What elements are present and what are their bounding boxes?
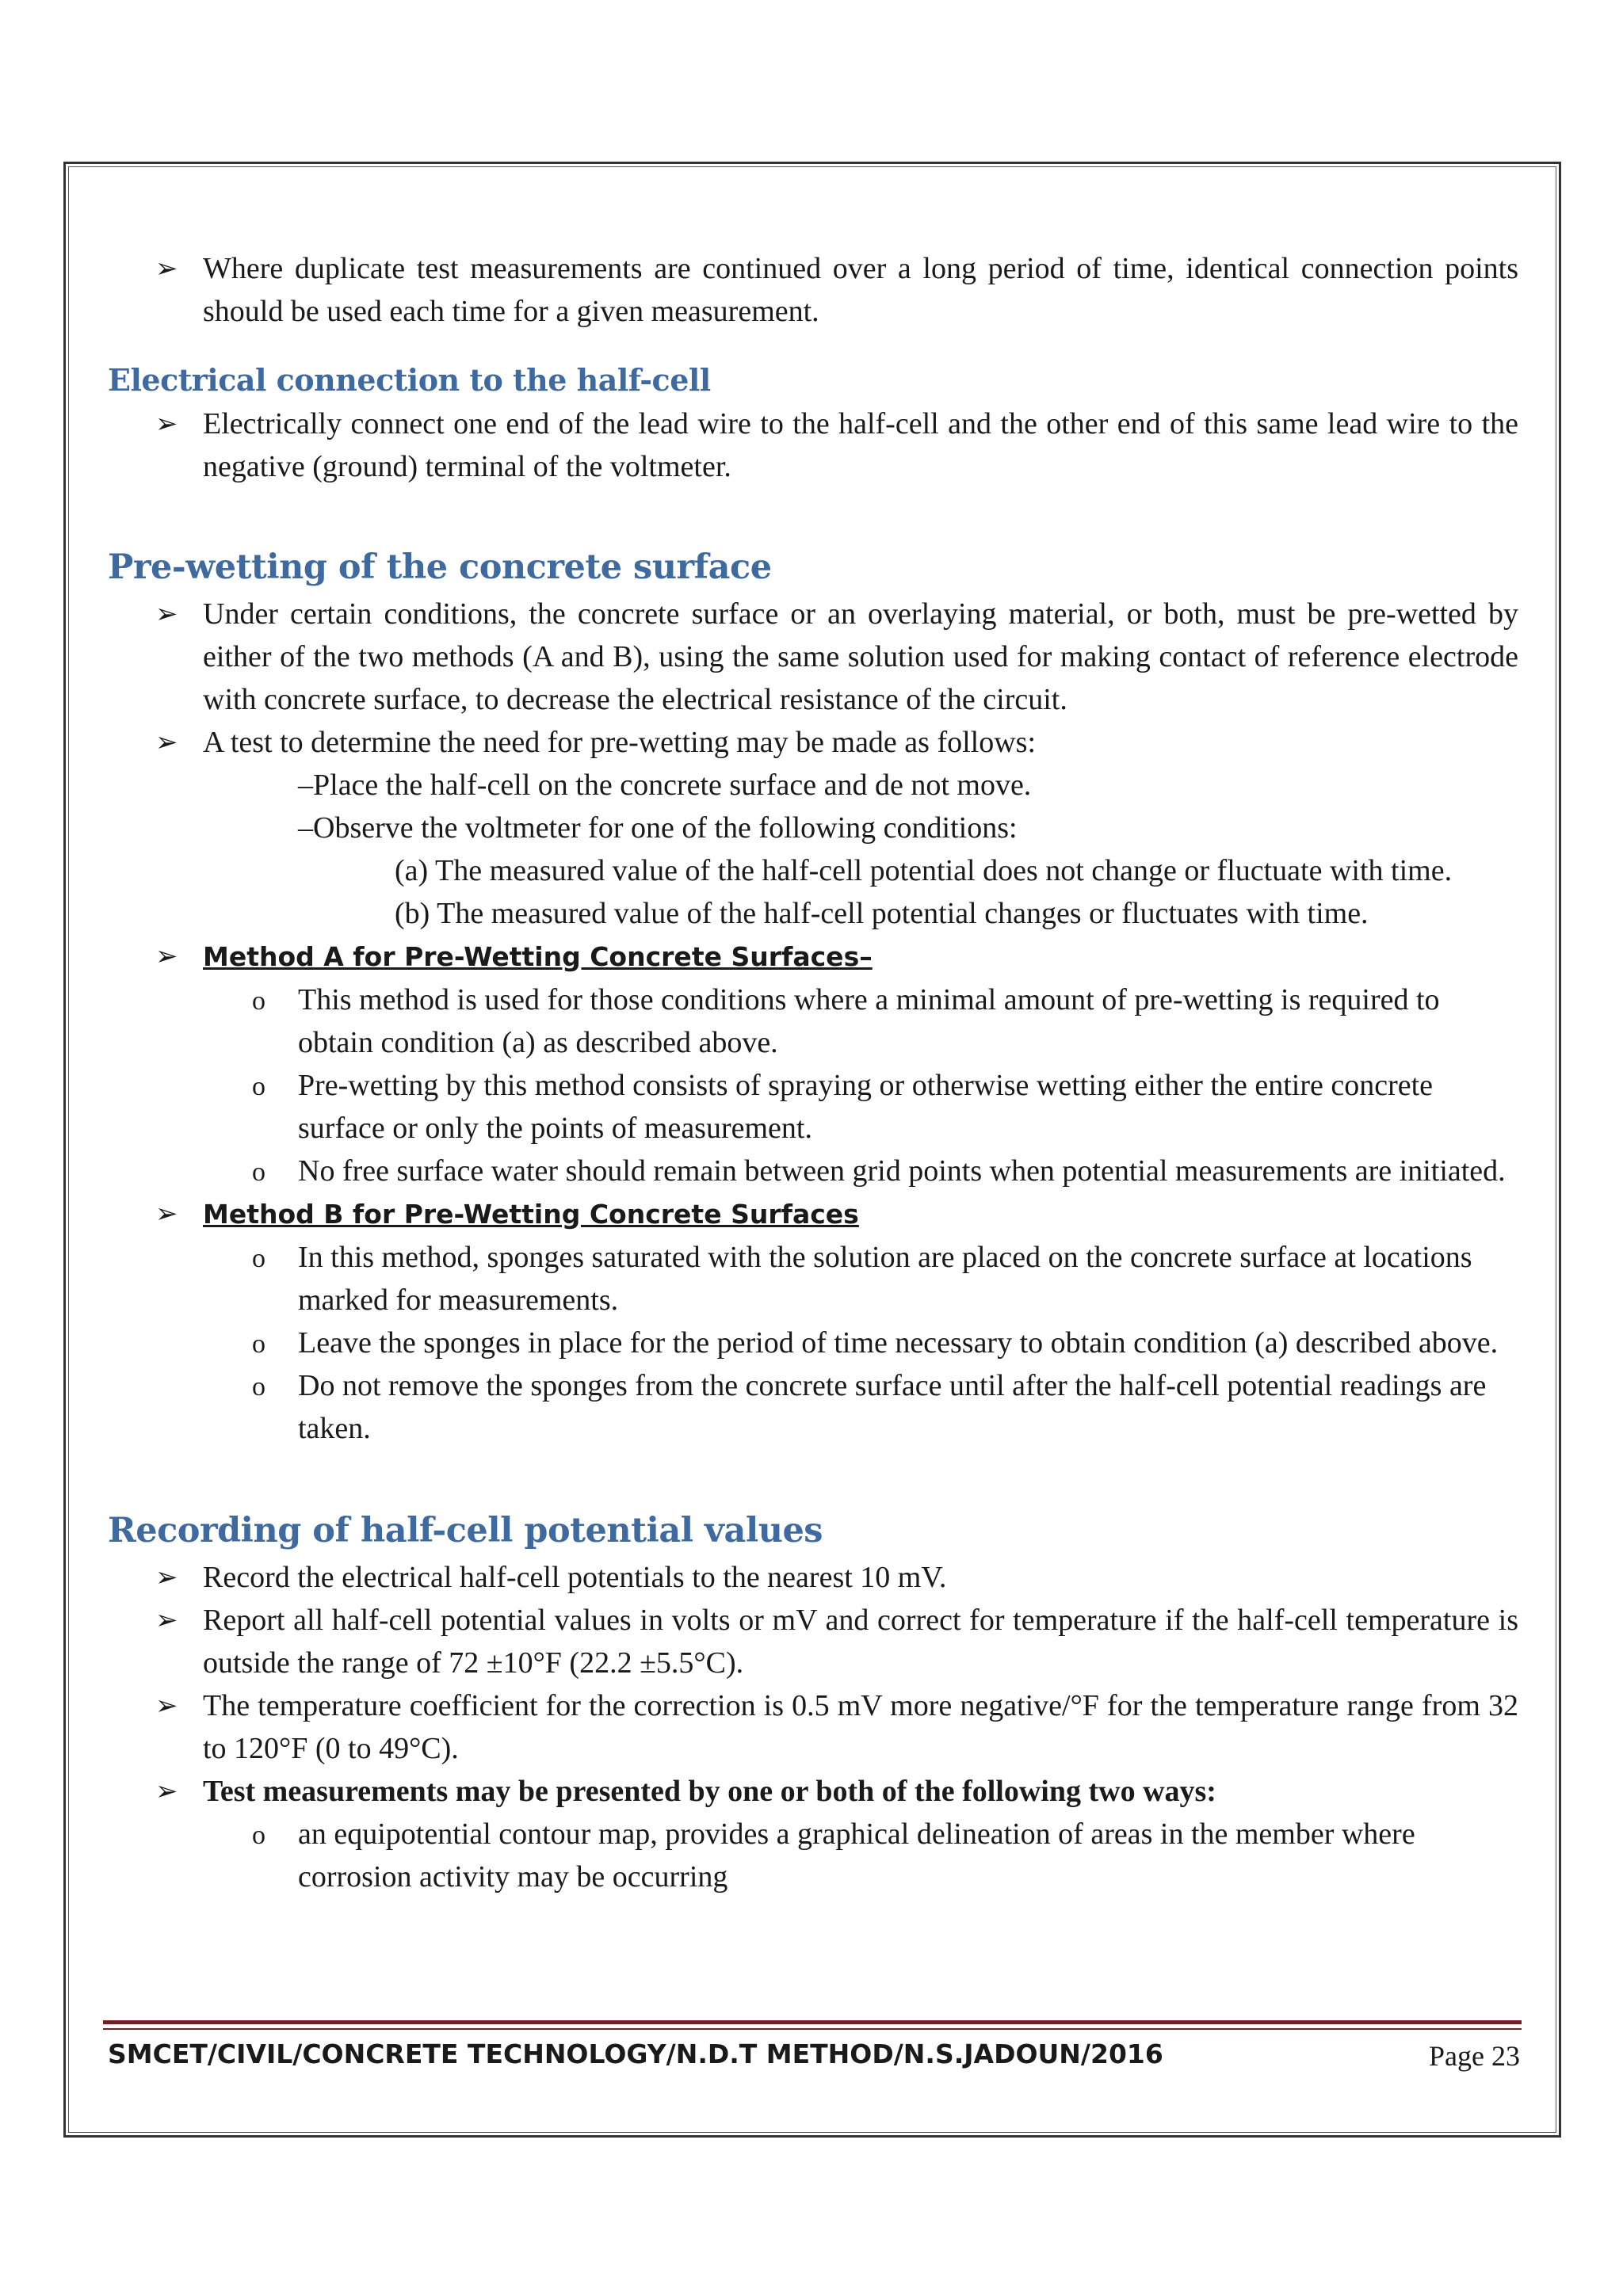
footer-divider-thin	[103, 2028, 1522, 2030]
condition-b: (b) The measured value of the half-cell potential changes or fluctuates with time.	[395, 897, 1369, 930]
arrow-bullet-icon: ➢	[155, 1690, 178, 1722]
list-item: o Do not remove the sponges from the concrete surface until after the half-cell potential readings are taken.	[108, 1364, 1518, 1450]
circle-bullet-icon: o	[252, 1244, 265, 1273]
list-item: o This method is used for those conditions where a minimal amount of pre-wetting is required to obtain condition (a) as described above.	[108, 978, 1518, 1064]
bullet-duplicate-measurements: ➢ Where duplicate test measurements are continued over a long period of time, identical connection points should be used each time for a given measurement.	[108, 247, 1518, 333]
list-item: o Leave the sponges in place for the period of time necessary to obtain condition (a) described above.	[108, 1322, 1518, 1364]
list-item: o No free surface water should remain between grid points when potential measurements are initiated.	[108, 1150, 1518, 1192]
arrow-bullet-icon: ➢	[155, 1775, 178, 1807]
arrow-bullet-icon: ➢	[155, 1604, 178, 1636]
heading-electrical-connection: Electrical connection to the half-cell	[108, 362, 711, 398]
condition-a: (a) The measured value of the half-cell potential does not change or fluctuate with time.	[395, 854, 1453, 887]
arrow-bullet-icon: ➢	[155, 940, 178, 972]
page-content	[108, 247, 1518, 1898]
circle-bullet-icon: o	[252, 986, 265, 1016]
arrow-bullet-icon: ➢	[155, 253, 178, 284]
circle-bullet-icon: o	[252, 1158, 265, 1187]
circle-bullet-icon: o	[252, 1821, 265, 1850]
bullet-report-values: ➢ Report all half-cell potential values in volts or mV and correct for temperature if the half-cell temperature is outside the range of 72 ±10°F (22.2 ±5.5°C).	[108, 1599, 1518, 1684]
arrow-bullet-icon: ➢	[155, 598, 178, 630]
footer-divider	[103, 2020, 1522, 2024]
dash-step-observe: –Observe the voltmeter for one of the following conditions:	[298, 811, 1018, 845]
method-b-title: Method B for Pre-Wetting Concrete Surfaces	[203, 1199, 859, 1230]
list-item: o In this method, sponges saturated with the solution are placed on the concrete surface at locations marked for measurements.	[108, 1236, 1518, 1322]
bullet-pre-wetting-test: ➢ A test to determine the need for pre-wetting may be made as follows:	[108, 721, 1518, 764]
bullet-pre-wetting-conditions: ➢ Under certain conditions, the concrete surface or an overlaying material, or both, must be pre-wetted by either of the two methods (A and B), using the same solution used for making contact of reference electrode with concrete surface, to decrease the electrical resistance of the circuit.	[108, 593, 1518, 721]
circle-bullet-icon: o	[252, 1329, 265, 1359]
heading-recording-values: Recording of half-cell potential values	[108, 1511, 823, 1550]
arrow-bullet-icon: ➢	[155, 727, 178, 758]
bullet-method-a	[108, 935, 1518, 978]
arrow-bullet-icon: ➢	[155, 1198, 178, 1230]
circle-bullet-icon: o	[252, 1372, 265, 1402]
bullet-presentation-ways: ➢ Test measurements may be presented by one or both of the following two ways:	[108, 1770, 1518, 1813]
bullet-temperature-coefficient: ➢ The temperature coefficient for the correction is 0.5 mV more negative/°F for the temperature range from 32 to 120°F (0 to 49°C).	[108, 1684, 1518, 1770]
bullet-method-b	[108, 1192, 1518, 1236]
list-item: o Pre-wetting by this method consists of spraying or otherwise wetting either the entire concrete surface or only the points of measurement.	[108, 1064, 1518, 1150]
arrow-bullet-icon: ➢	[155, 1562, 178, 1593]
footer-reference: SMCET/CIVIL/CONCRETE TECHNOLOGY/N.D.T METHOD/N.S.JADOUN/2016	[108, 2039, 1163, 2069]
dash-step-place: –Place the half-cell on the concrete surface and de not move.	[298, 769, 1032, 802]
method-a-title: Method A for Pre-Wetting Concrete Surfaces–	[203, 941, 873, 972]
bullet-electrical-connection: ➢ Electrically connect one end of the lead wire to the half-cell and the other end of this same lead wire to the negative (ground) terminal of the voltmeter.	[108, 402, 1518, 488]
bullet-record-potentials: ➢ Record the electrical half-cell potentials to the nearest 10 mV.	[108, 1556, 1518, 1599]
circle-bullet-icon: o	[252, 1072, 265, 1101]
arrow-bullet-icon: ➢	[155, 408, 178, 440]
heading-pre-wetting: Pre-wetting of the concrete surface	[108, 547, 772, 587]
page-number: Page 23	[1429, 2040, 1520, 2072]
list-item: o an equipotential contour map, provides a graphical delineation of areas in the member where corrosion activity may be occurring	[108, 1813, 1518, 1898]
